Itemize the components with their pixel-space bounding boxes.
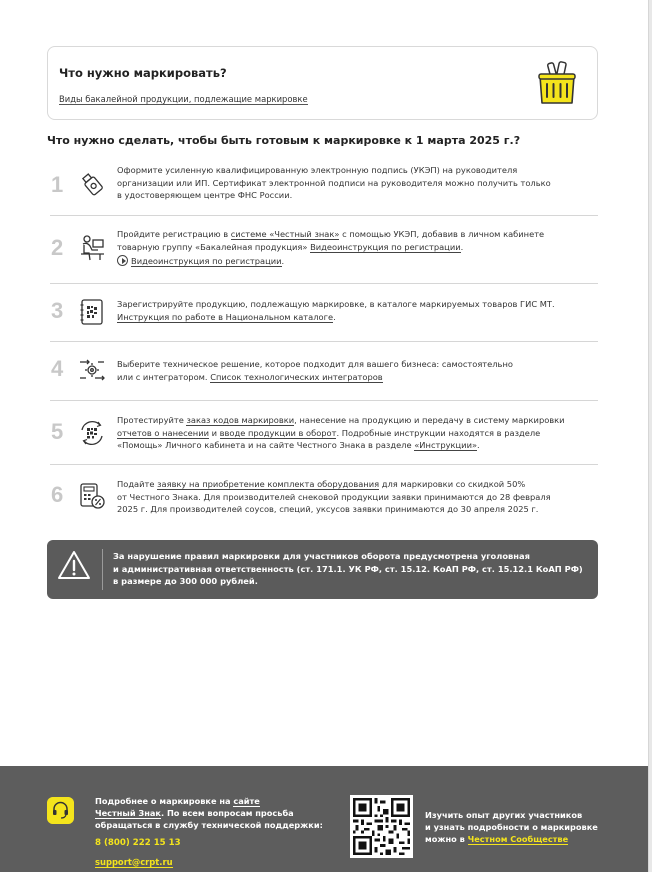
integration-gear-icon <box>78 356 106 384</box>
usb-token-icon <box>78 170 106 198</box>
step-4-text: или с интегратором. <box>117 371 211 382</box>
page-edge <box>648 0 652 872</box>
instructions-link[interactable]: «Инструкции» <box>414 440 478 451</box>
step-number: 3 <box>51 298 64 323</box>
warning-icon <box>56 548 92 584</box>
step-5-text: и <box>208 427 220 438</box>
community-line-1: Изучить опыт других участников <box>425 810 583 820</box>
step-5-text: . Подробные инструкции находятся в разделе <box>336 427 541 438</box>
step-6 <box>47 464 598 526</box>
liability-warning-banner <box>47 540 598 599</box>
step-4 <box>47 342 598 400</box>
computer-user-icon <box>78 234 106 262</box>
calculator-discount-icon <box>78 482 106 510</box>
integrators-list-link[interactable]: Список технологических интеграторов <box>210 371 383 382</box>
support-headset-icon <box>47 797 74 824</box>
step-5-text: . <box>477 440 480 451</box>
step-4-line-1: Выберите техническое решение, которое подходит для вашего бизнеса: самостоятельно <box>117 359 513 369</box>
chestny-znak-link[interactable]: Честный Знак <box>95 807 161 818</box>
circulation-entry-link[interactable]: вводе продукции в оборот <box>219 427 337 438</box>
code-order-link[interactable]: заказ кодов маркировки <box>186 415 295 425</box>
registration-video-link-2[interactable]: Видеоинструкция по регистрации <box>131 256 282 267</box>
step-6-line-2: от Честного Знака. Для производителей снековой продукции заявки принимаются до 28 февраля <box>117 491 551 502</box>
footer-text: . По всем вопросам просьба <box>160 807 294 818</box>
shopping-basket-icon <box>537 60 577 106</box>
support-email[interactable]: support@crpt.ru <box>95 857 173 867</box>
step-1 <box>47 160 598 216</box>
step-number: 2 <box>51 235 64 260</box>
step-1-line-2: организации или ИП. Сертификат электронной подписи на руководителя можно получить только <box>117 177 551 188</box>
community-line-2: и узнать подробности о маркировке <box>425 822 598 832</box>
footer-support-text: обращаться в службу технической поддержки: <box>95 819 323 830</box>
what-to-mark-title: Что нужно маркировать? <box>59 66 227 80</box>
datamatrix-cycle-icon <box>78 419 106 447</box>
step-6-text: для маркировки со скидкой 50% <box>379 479 526 489</box>
footer <box>0 766 648 872</box>
step-2 <box>47 216 598 284</box>
main-title: Что нужно сделать, чтобы быть готовым к маркировке к 1 марта 2025 г.? <box>47 134 521 147</box>
qr-code[interactable] <box>350 795 413 858</box>
step-6-line-3: 2025 г. Для производителей соусов, специй, уксусов заявки принимаются до 30 апреля 2025 г. <box>117 504 539 515</box>
step-2-text: товарную группу «Бакалейная продукция» <box>117 241 311 252</box>
equipment-request-link[interactable]: заявку на приобретение комплекта оборудования <box>157 479 380 489</box>
step-3-line-1: Зарегистрируйте продукцию, подлежащую маркировке, в каталоге маркируемых товаров ГИС МТ. <box>117 299 555 309</box>
application-reports-link[interactable]: отчетов о нанесении <box>117 427 209 438</box>
step-number: 6 <box>51 482 64 507</box>
site-link[interactable]: сайте <box>233 796 260 806</box>
warning-line-1: За нарушение правил маркировки для участников оборота предусмотрена уголовная <box>113 551 530 561</box>
step-2-text: . <box>460 241 464 252</box>
step-5-text: , нанесение на продукцию и передачу в систему маркировки <box>294 415 565 425</box>
footer-text: Подробнее о маркировке на <box>95 796 234 806</box>
chestny-znak-system-link[interactable]: системе «Честный знак» <box>230 229 340 239</box>
step-5 <box>47 400 598 464</box>
step-number: 5 <box>51 419 64 444</box>
community-link[interactable]: Честном Сообществе <box>467 834 569 844</box>
step-1-line-1: Оформите усиленную квалифицированную электронную подпись (УКЭП) на руководителя <box>117 165 518 175</box>
step-2-text: с помощью УКЭП, добавив в личном кабинете <box>339 229 545 239</box>
step-2-text: . <box>281 256 285 267</box>
step-3-text: . <box>333 311 336 322</box>
product-types-link[interactable]: Виды бакалейной продукции, подлежащие маркировке <box>59 94 308 104</box>
community-text: можно в <box>425 834 468 844</box>
play-icon[interactable] <box>117 255 128 266</box>
registration-video-link[interactable]: Видеоинструкция по регистрации <box>310 241 461 252</box>
step-5-text: Протестируйте <box>117 415 187 425</box>
step-6-text: Подайте <box>117 479 158 489</box>
support-phone[interactable]: 8 (800) 222 15 13 <box>95 838 181 848</box>
national-catalog-guide-link[interactable]: Инструкция по работе в Национальном каталоге <box>117 311 334 322</box>
warning-separator <box>102 549 103 590</box>
step-number: 1 <box>51 172 64 197</box>
what-to-mark-card <box>47 46 598 120</box>
step-3 <box>47 284 598 342</box>
step-5-text: «Помощь» Личного кабинета и на сайте Честного Знака в разделе <box>117 440 415 451</box>
step-1-line-3: в удостоверяющем центре ФНС России. <box>117 190 293 201</box>
step-2-text: Пройдите регистрацию в <box>117 229 231 239</box>
warning-line-2: и административная ответственность (ст. 171.1. УК РФ, ст. 15.12. КоАП РФ, ст. 15.12.1 КоАП РФ) <box>113 563 583 574</box>
step-number: 4 <box>51 356 64 381</box>
catalog-barcode-icon <box>78 298 106 326</box>
warning-line-3: в размере до 300 000 рублей. <box>113 576 258 586</box>
